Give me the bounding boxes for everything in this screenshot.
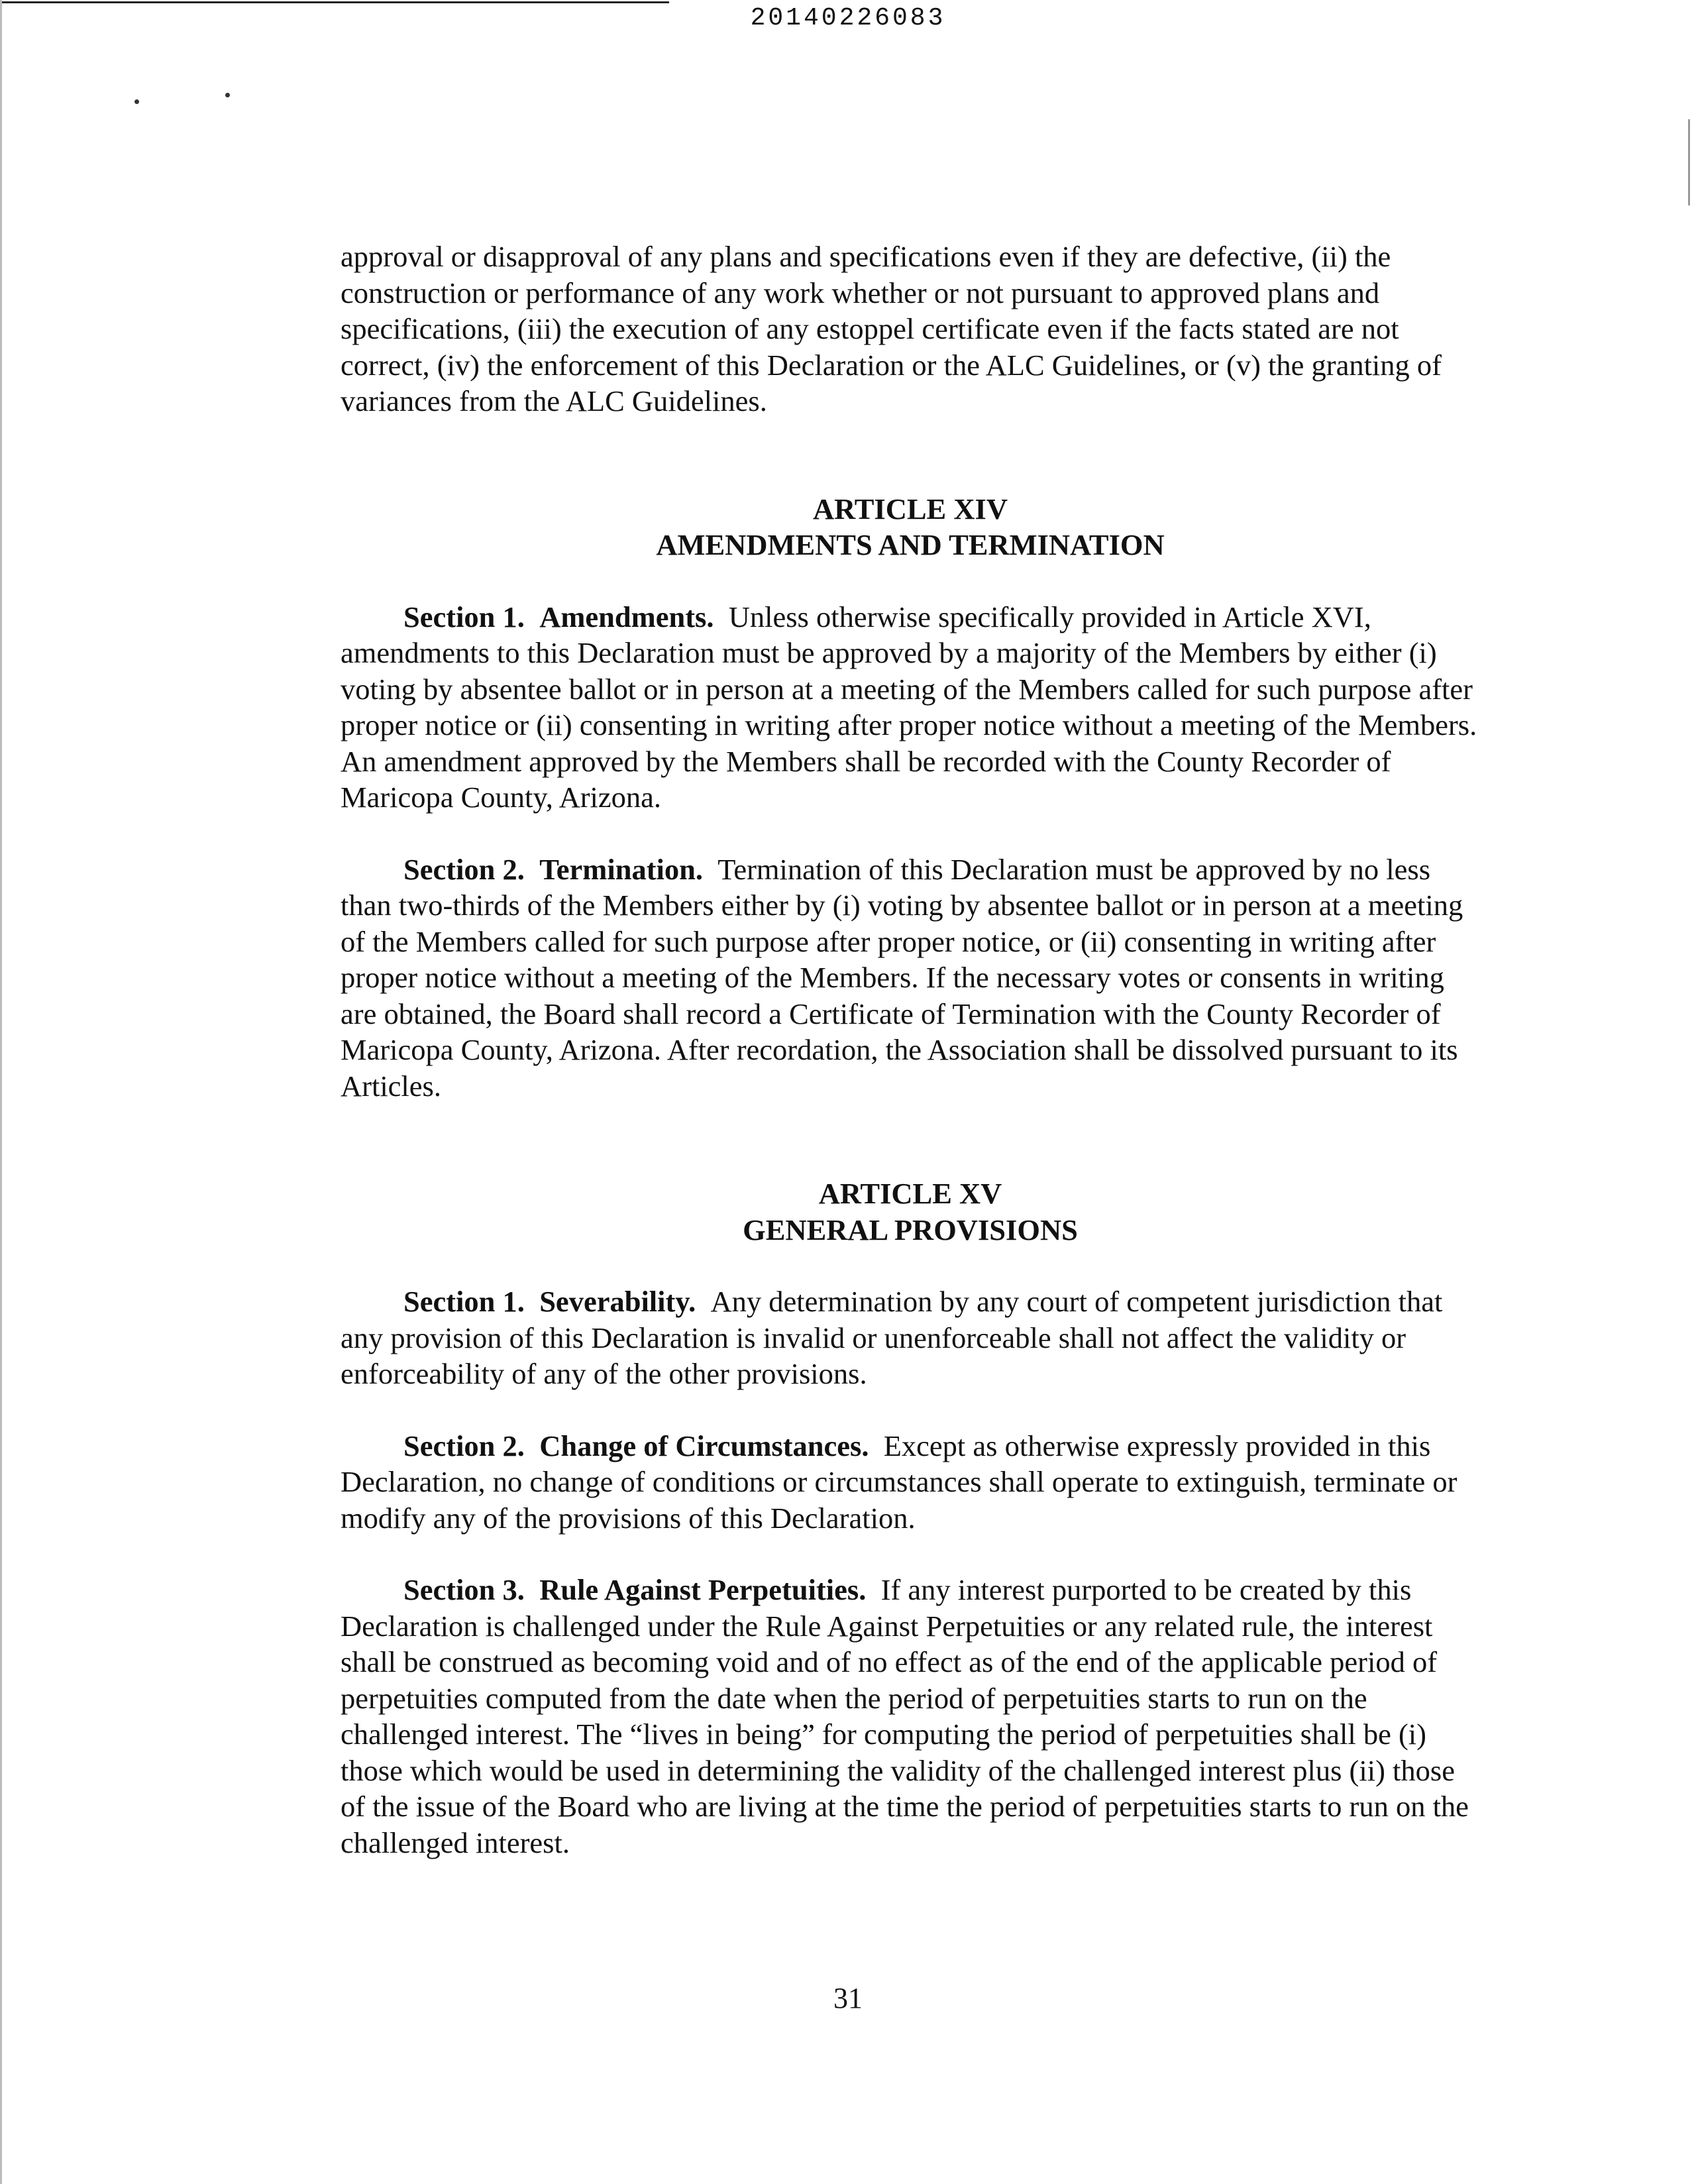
article-title: GENERAL PROVISIONS bbox=[743, 1213, 1078, 1246]
scan-right-mark bbox=[1688, 119, 1690, 205]
section-label: Section 2. bbox=[403, 852, 525, 886]
scan-top-border bbox=[0, 1, 669, 3]
article-xiv bbox=[341, 491, 1480, 1105]
section-heading: Amendments. bbox=[539, 600, 714, 633]
scan-left-edge bbox=[0, 0, 2, 2184]
section-text: Termination of this Declaration must be approved by no less than two-thirds of the Members either by (i) voting by absentee ballot or in person at a meeting of the Members called for such purpose after proper notice, or (ii) consenting in writing after proper notice without a meeting of the Members. If the necessary votes or consents in writing are obtained, the Board shall record a Certificate of Termination with the County Recorder of Maricopa County, Arizona. After recordation, the Association shall be dissolved pursuant to its Articles. bbox=[341, 852, 1463, 1103]
section-heading: Severability. bbox=[539, 1285, 696, 1318]
section-label: Section 1. bbox=[403, 1285, 525, 1318]
section-paragraph bbox=[341, 1283, 1480, 1392]
section-heading: Rule Against Perpetuities. bbox=[539, 1573, 867, 1606]
recording-number: 20140226083 bbox=[750, 4, 946, 32]
article-xv bbox=[341, 1175, 1480, 1861]
article-title: AMENDMENTS AND TERMINATION bbox=[656, 528, 1165, 561]
scan-speck bbox=[134, 99, 139, 104]
page-number: 31 bbox=[833, 1982, 863, 2014]
article-number: ARTICLE XIV bbox=[813, 492, 1008, 525]
section-heading: Termination. bbox=[539, 852, 704, 886]
section-label: Section 2. bbox=[403, 1429, 525, 1462]
section-heading: Change of Circumstances. bbox=[539, 1429, 869, 1462]
section-paragraph bbox=[341, 1428, 1480, 1537]
section-text: Except as otherwise expressly provided in this Declaration, no change of conditions or circumstances shall operate to extinguish, terminate or modify any of the provisions of this Declaration. bbox=[341, 1429, 1458, 1535]
section-paragraph bbox=[341, 599, 1480, 816]
section-paragraph bbox=[341, 851, 1480, 1105]
section-paragraph bbox=[341, 1572, 1480, 1861]
section-label: Section 3. bbox=[403, 1573, 525, 1606]
scan-speck bbox=[225, 93, 230, 97]
opening-paragraph: approval or disapproval of any plans and specifications even if they are defective, (ii) the construction or performance of any work whether or not pursuant to approved plans and specifications, (iii) the execution of any estoppel certificate even if the facts stated are not correct, (iv) the enforcement of this Declaration or the ALC Guidelines, or (v) the granting of variances from the ALC Guidelines. bbox=[341, 240, 1442, 417]
section-text: Unless otherwise specifically provided in Article XVI, amendments to this Declaration must be approved by a majority of the Members by either (i) voting by absentee ballot or in person at a meeting of the Members called for such purpose after proper notice or (ii) consenting in writing after proper notice without a meeting of the Members. An amendment approved by the Members shall be recorded with the County Recorder of Maricopa County, Arizona. bbox=[341, 600, 1477, 814]
section-text: If any interest purported to be created by this Declaration is challenged under the Rule Against Perpetuities or any related rule, the interest shall be construed as becoming void and of no effect as of the end of the applicable period of perpetuities computed from the date when the period of perpetuities starts to run on the challenged interest. The “lives in being” for computing the period of perpetuities shall be (i) those which would be used in determining the validity of the challenged interest plus (ii) those of the issue of the Board who are living at the time the period of perpetuities starts to run on the challenged interest. bbox=[341, 1573, 1469, 1859]
section-label: Section 1. bbox=[403, 600, 525, 633]
document-body bbox=[341, 239, 1480, 1861]
section-text: Any determination by any court of competent jurisdiction that any provision of this Declaration is invalid or unenforceable shall not affect the validity or enforceability of any of the other provisions. bbox=[341, 1285, 1443, 1390]
article-number: ARTICLE XV bbox=[818, 1177, 1002, 1210]
